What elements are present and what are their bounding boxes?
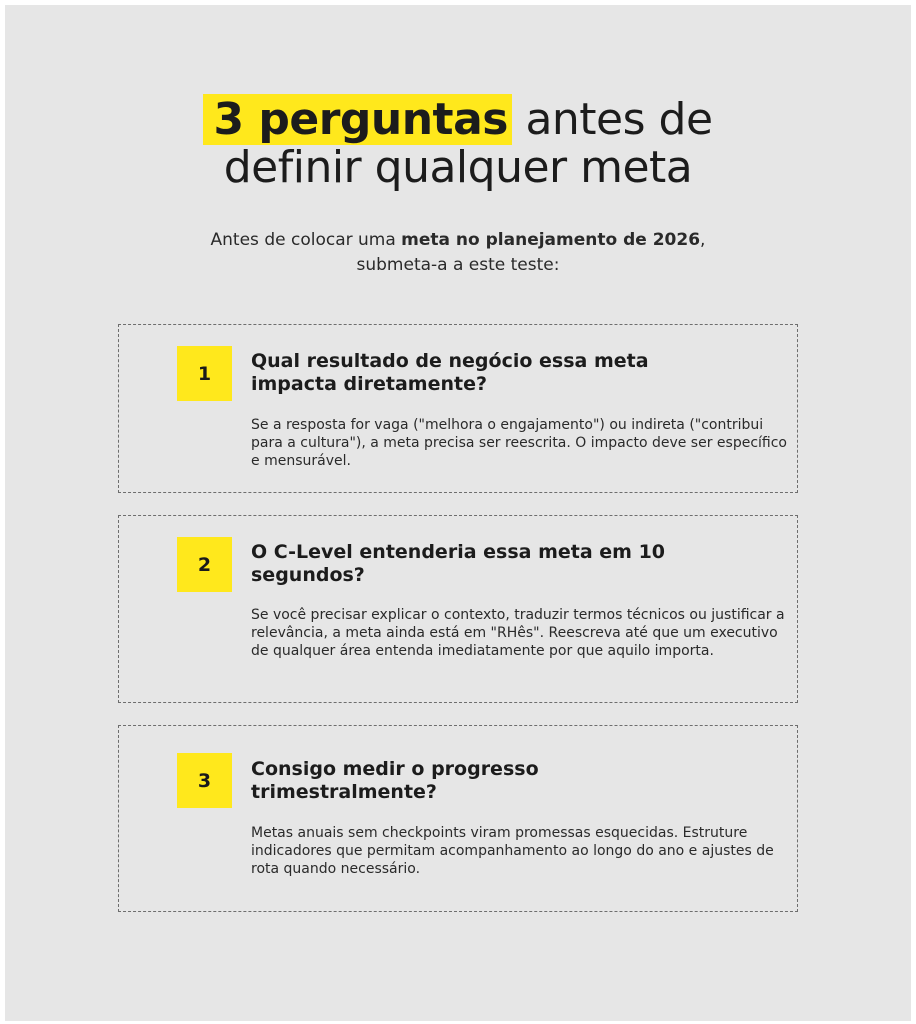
title-line-2: definir qualquer meta	[223, 142, 693, 193]
subtitle	[0, 228, 916, 278]
question-card-2	[118, 515, 798, 703]
question-number-badge: 1	[177, 346, 232, 401]
question-heading: O C-Level entenderia essa meta em 10 segundos?	[251, 541, 666, 586]
question-card-3	[118, 725, 798, 912]
subtitle-suffix: ,	[700, 230, 706, 250]
question-explanation: Se você precisar explicar o contexto, traduzir termos técnicos ou justificar a relevância, a meta ainda está em "RHês". Reescreva até que um executivo de qualquer área entenda imediatamente por que aquilo importa.	[251, 607, 785, 659]
subtitle-line-2: submeta-a a este teste:	[356, 255, 560, 275]
question-heading: Consigo medir o progresso trimestralmente?	[251, 758, 539, 803]
question-explanation: Se a resposta for vaga ("melhora o engajamento") ou indireta ("contribui para a cultura"), a meta precisa ser reescrita. O impacto deve ser específico e mensurável.	[251, 417, 787, 469]
title-rest: antes de	[511, 94, 713, 145]
question-number-badge: 2	[177, 537, 232, 592]
question-explanation: Metas anuais sem checkpoints viram promessas esquecidas. Estruture indicadores que permitam acompanhamento ao longo do ano e ajustes de rota quando necessário.	[251, 825, 774, 877]
title-highlight: 3 perguntas	[203, 94, 512, 145]
subtitle-bold: meta no planejamento de 2026	[401, 230, 701, 250]
page-title	[0, 96, 916, 192]
subtitle-prefix: Antes de colocar uma	[210, 230, 402, 250]
question-number-badge: 3	[177, 753, 232, 808]
question-heading: Qual resultado de negócio essa meta impacta diretamente?	[251, 350, 649, 395]
question-card-1	[118, 324, 798, 493]
